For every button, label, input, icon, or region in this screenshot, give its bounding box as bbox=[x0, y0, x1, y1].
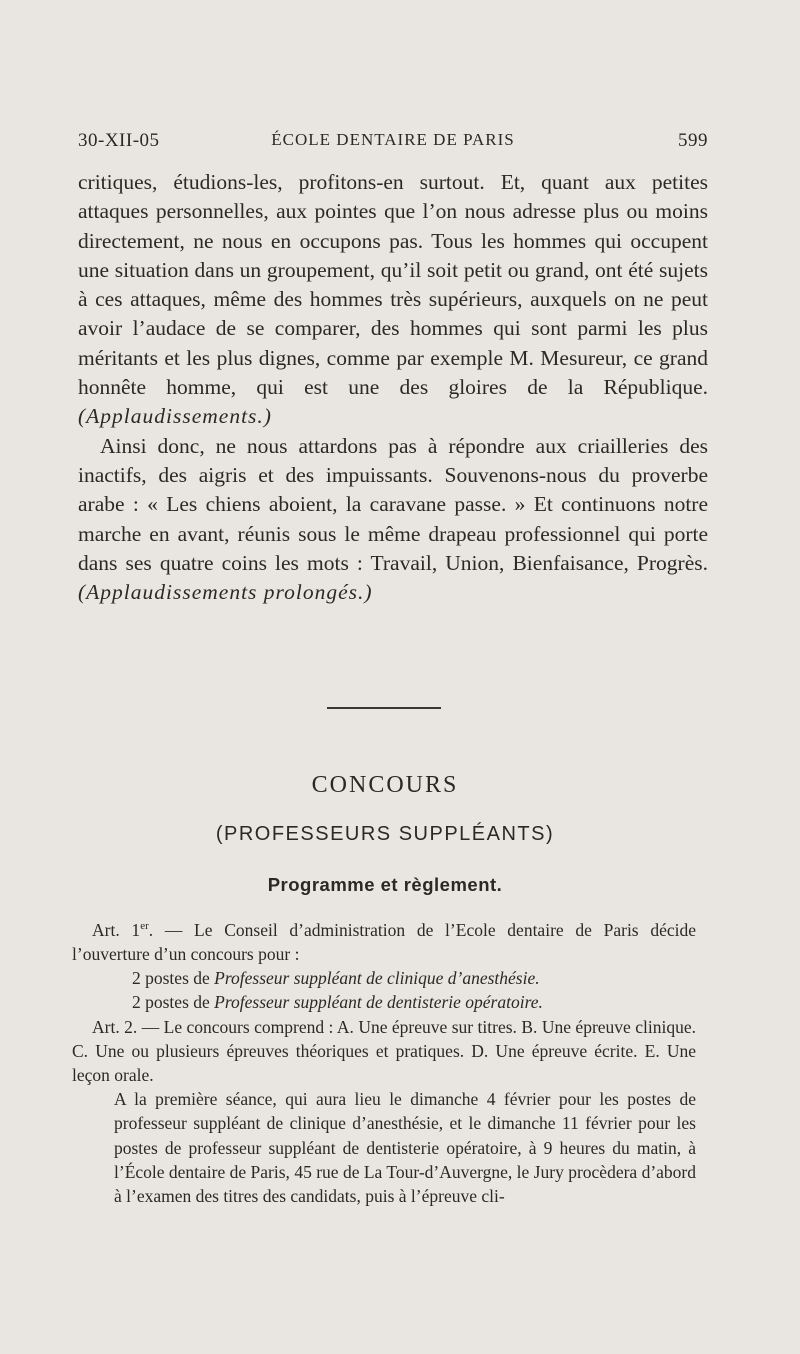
running-head bbox=[78, 130, 708, 158]
speech-paragraph-2 bbox=[78, 432, 708, 608]
article-1-ordinal: er bbox=[140, 920, 149, 932]
section-divider bbox=[327, 707, 441, 709]
speech-paragraph-1 bbox=[78, 168, 708, 432]
applause-note-prolonged: (Applaudissements prolongés.) bbox=[78, 580, 373, 605]
post-2-count: 2 postes de bbox=[132, 992, 210, 1013]
article-1 bbox=[72, 914, 696, 966]
section-heading: Programme et règlement. bbox=[267, 874, 503, 895]
article-1-label: Art. 1 bbox=[92, 919, 141, 940]
speech-text bbox=[78, 168, 708, 607]
speech-paragraph-2-text: Ainsi donc, ne nous attardons pas à répondre aux criailleries des inactifs, des aigris et des impuissants. Souvenons-nous du proverbe arabe : « Les chiens aboient, la caravane passe. » Et continuons notre marche en avant, réunis sous le même drapeau professionnel qui porte dans ses quatre coins les mots : Travail, Union, Bienfaisance, Progrès. bbox=[78, 433, 708, 575]
post-1-count: 2 postes de bbox=[132, 968, 210, 989]
post-line-1 bbox=[72, 966, 696, 990]
section-title: CONCOURS bbox=[311, 772, 459, 798]
page-number: 599 bbox=[678, 130, 708, 151]
regulation-text bbox=[72, 914, 696, 1208]
article-2-paragraph: A la première séance, qui aura lieu le dimanche 4 février pour les postes de professeur suppléant de clinique d’anesthésie, et le dimanche 11 février pour les postes de professeur suppléant de dentisterie opératoire, à 9 heures du matin, à l’École dentaire de Paris, 45 rue de La Tour-d’Auvergne, le Jury procèdera d’abord à l’examen des titres des candidats, puis à l’épreuve cli- bbox=[114, 1089, 696, 1207]
section-subtitle: (PROFESSEURS SUPPLÉANTS) bbox=[215, 823, 555, 845]
post-1-title: Professeur suppléant de clinique d’anesthésie. bbox=[214, 968, 540, 989]
article-2: Art. 2. — Le concours comprend : A. Une épreuve sur titres. B. Une épreuve clinique. C. Une ou plusieurs épreuves théoriques et pratiques. D. Une épreuve écrite. E. Une leçon orale. bbox=[72, 1016, 696, 1086]
post-line-2 bbox=[72, 990, 696, 1014]
applause-note: (Applaudissements.) bbox=[78, 404, 272, 429]
journal-title: ÉCOLE DENTAIRE DE PARIS bbox=[271, 130, 515, 149]
speech-paragraph-1-text: critiques, étudions-les, profitons-en surtout. Et, quant aux petites attaques personnelles, aux pointes que l’on nous adresse plus ou moins directement, ne nous en occupons pas. Tous les hommes qui occupent une situation dans un groupement, qu’il soit petit ou grand, ont été sujets à ces attaques, même des hommes très supérieurs, auxquels on ne peut avoir l’audace de se comparer, des hommes qui sont parmi les plus méritants et les plus dignes, comme par exemple M. Mesureur, ce grand honnête homme, qui est une des gloires de la République. bbox=[78, 170, 708, 400]
article-1-text: . — Le Conseil d’administration de l’Ecole dentaire de Paris décide l’ouverture d’un concours pour : bbox=[72, 919, 697, 965]
issue-date: 30-XII-05 bbox=[78, 130, 160, 151]
post-2-title: Professeur suppléant de dentisterie opératoire. bbox=[214, 992, 543, 1013]
